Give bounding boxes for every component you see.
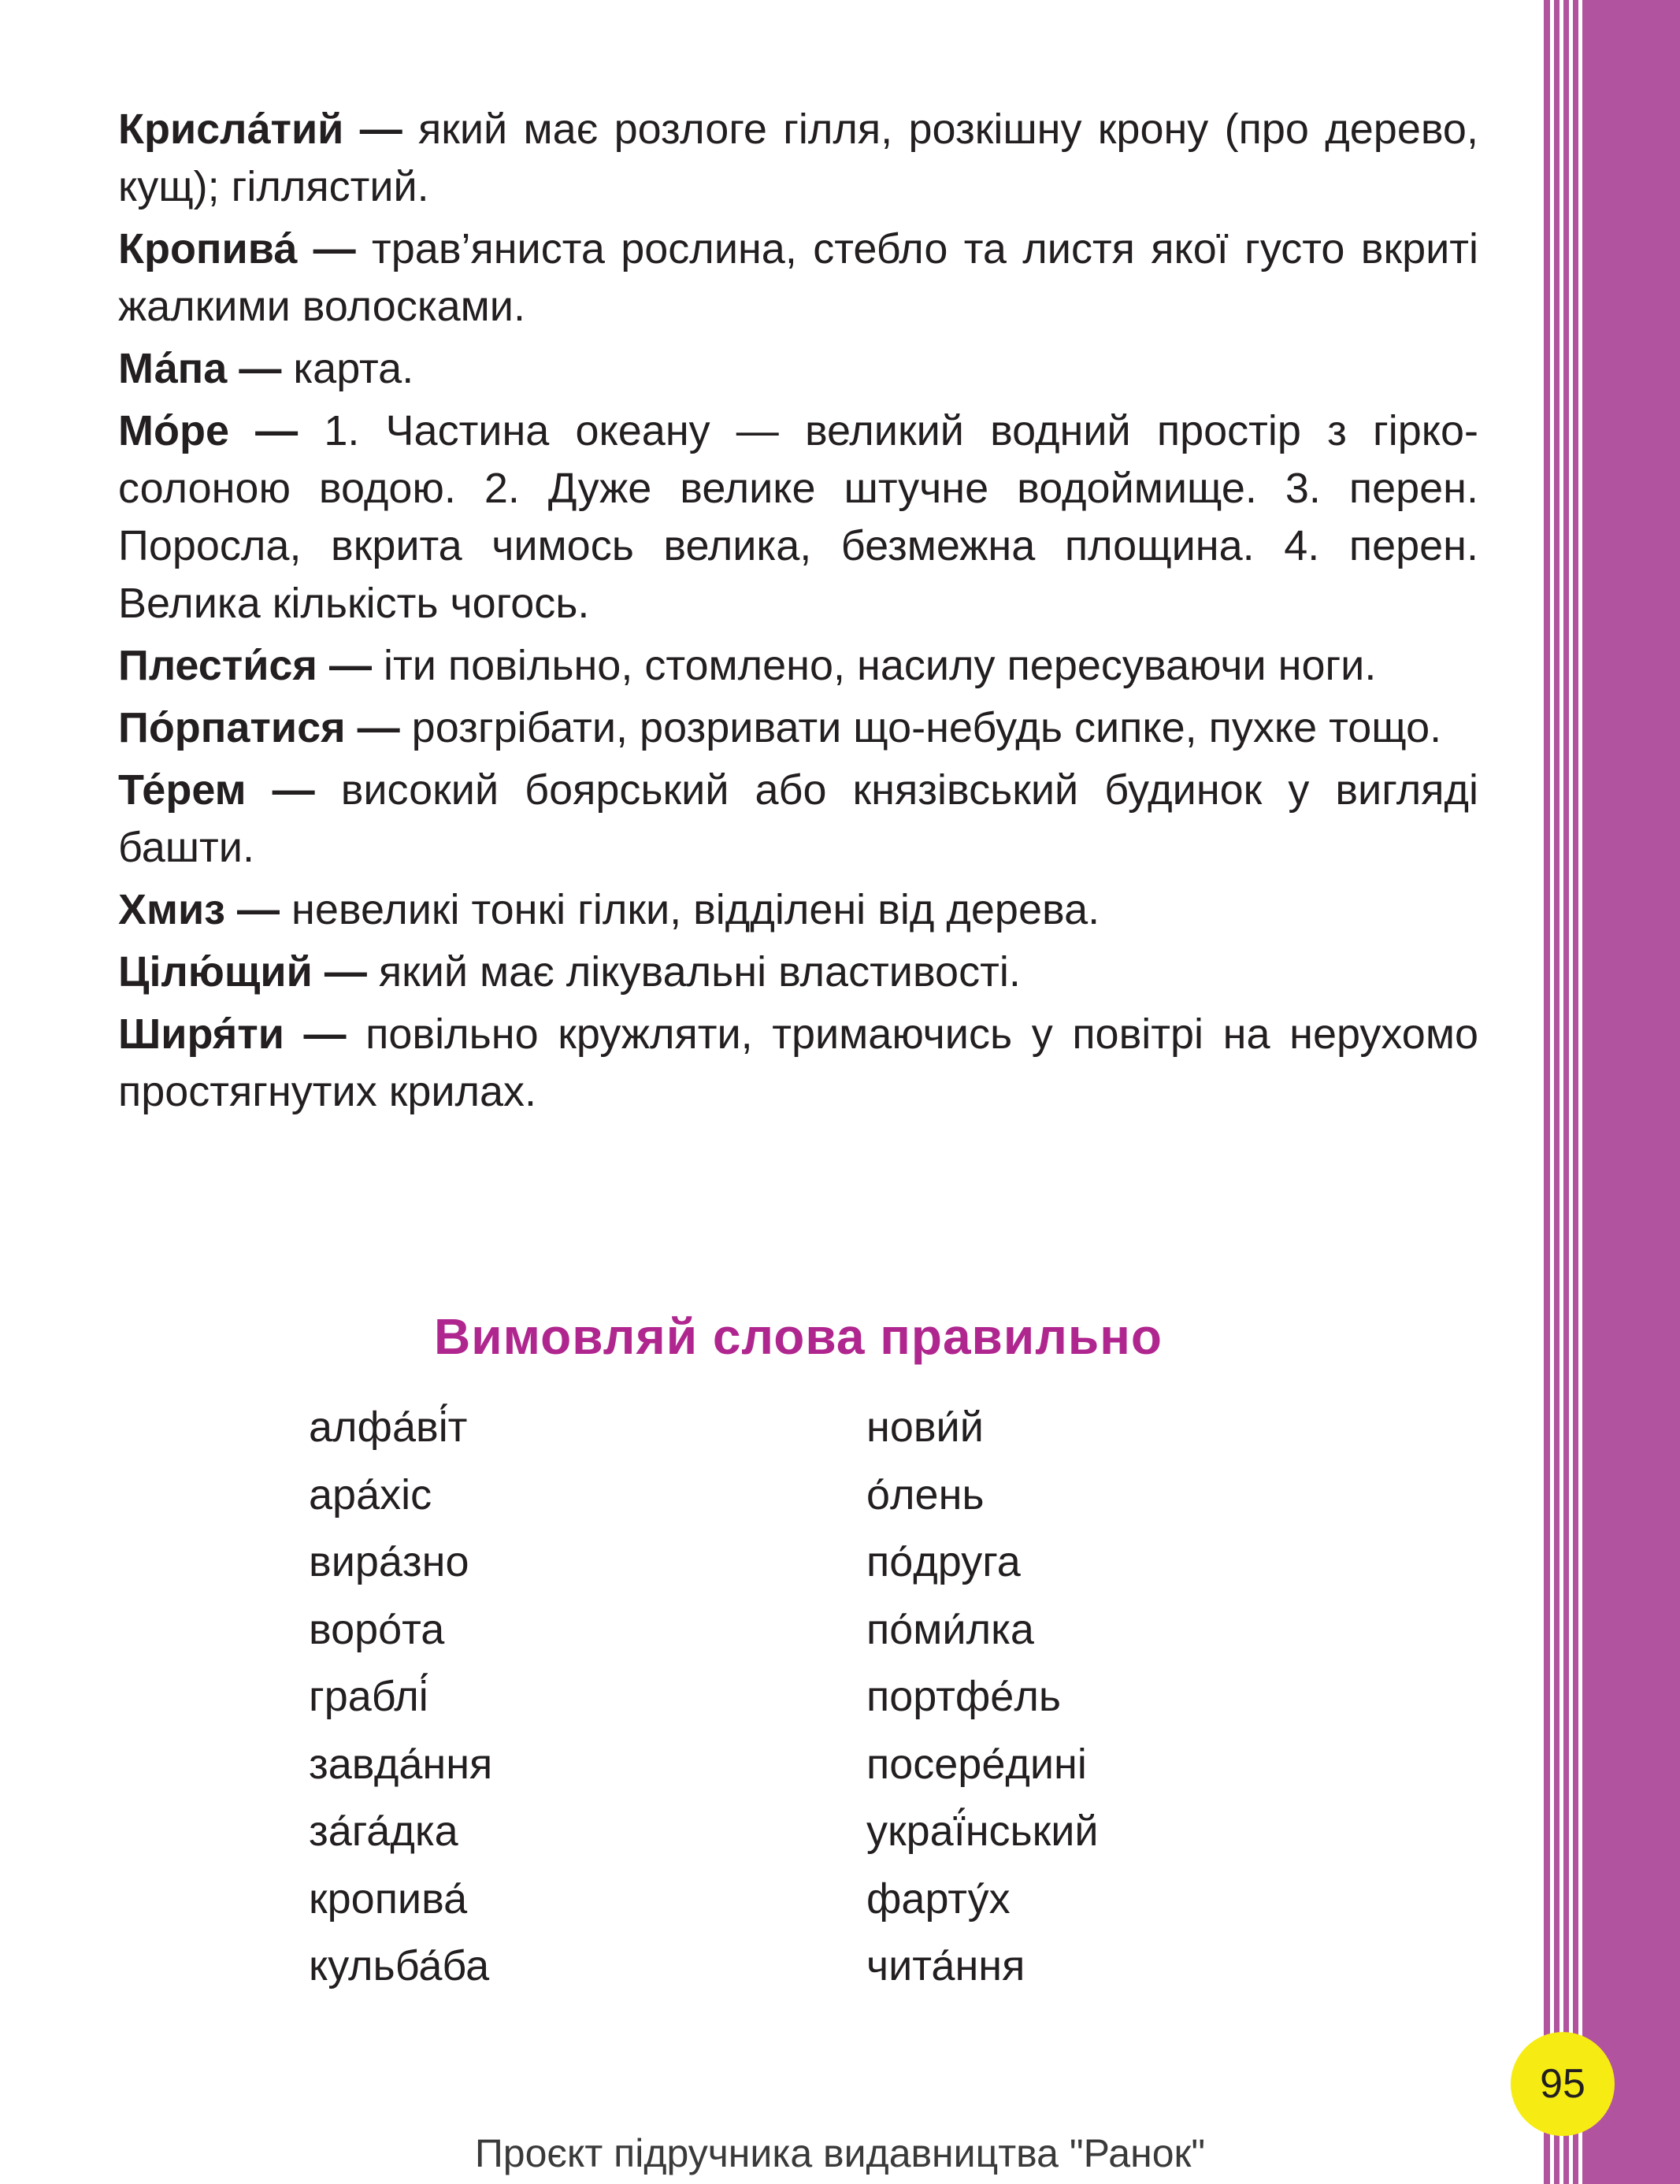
glossary-definition: повільно кружляти, тримаючись у повітрі на нерухомо простягнутих крилах. (118, 1010, 1478, 1115)
word: по́друга (866, 1538, 1021, 1585)
glossary-entry (118, 340, 1478, 398)
glossary-definition: трав’яниста рослина, стебло та листя якої густо вкриті жалкими волосками. (118, 225, 1479, 330)
side-stripe (1559, 0, 1563, 2184)
glossary-entry (118, 221, 1478, 336)
glossary-term: Плести́ся (118, 642, 317, 689)
glossary-entry (118, 1006, 1478, 1121)
word: воро́та (309, 1605, 445, 1653)
glossary-definition: високий боярський або князівський будинок у вигляді башти. (118, 766, 1478, 871)
word: нови́й (866, 1403, 984, 1451)
side-stripe (1569, 0, 1573, 2184)
dash: — (359, 106, 402, 153)
page-number-badge (1511, 2032, 1615, 2136)
glossary-term: Мо́ре (118, 407, 229, 454)
dash: — (324, 948, 367, 996)
dash: — (272, 766, 315, 814)
word: чита́ння (866, 1942, 1025, 1989)
word: граблі́ (309, 1673, 428, 1720)
glossary-definition: карта. (293, 345, 414, 392)
word: за́га́дка (309, 1808, 458, 1855)
word: алфа́ві́т (309, 1403, 468, 1451)
word-list-left (309, 1394, 492, 2000)
glossary-term: Ма́па (118, 345, 228, 392)
word: кропива́ (309, 1874, 468, 1923)
glossary-definition: який має розлоге гілля, розкішну крону (про дерево, кущ); гіллястий. (118, 106, 1478, 210)
dash: — (313, 225, 356, 273)
word: кульба́ба (309, 1942, 490, 1989)
glossary-entry (118, 402, 1478, 632)
side-stripe (1578, 0, 1582, 2184)
side-band (1544, 0, 1680, 2184)
glossary-term: Ширя́ти (118, 1010, 284, 1058)
glossary-term: Цілю́щий (118, 948, 313, 996)
page-number: 95 (1540, 2061, 1585, 2107)
glossary-entry (118, 699, 1478, 757)
dash: — (357, 704, 400, 751)
word: завда́ння (309, 1740, 493, 1788)
glossary-term: Хмиз (118, 886, 226, 933)
dash: — (303, 1010, 347, 1058)
glossary-definition: 1. Частина океану — великий водний простір з гірко-солоною водою. 2. Дуже велике штучне водоймище. 3. перен. Поросла, вкрита чимось велика, безмежна площина. 4. перен. Велика кількість чогось. (118, 407, 1478, 627)
dash: — (255, 407, 299, 454)
glossary-definition: який має лікувальні властивості. (378, 948, 1021, 996)
glossary-entry (118, 101, 1478, 216)
word: вира́зно (309, 1538, 469, 1585)
word: посере́дині (866, 1740, 1087, 1788)
glossary-definition: невеликі тонкі гілки, відділені від дерева. (291, 886, 1100, 933)
side-stripe (1550, 0, 1554, 2184)
glossary-term: По́рпатися (118, 704, 346, 751)
glossary-term: Крисла́тий (118, 106, 344, 153)
section-title: Вимовляй слова правильно (434, 1308, 1163, 1365)
dash: — (239, 345, 282, 392)
word: ара́хіс (309, 1470, 432, 1518)
word: о́лень (866, 1470, 985, 1518)
dash: — (237, 886, 280, 933)
glossary-definition: іти повільно, стомлено, насилу пересуваючи ноги. (383, 642, 1377, 689)
footer-note: Проєкт підручника видавництва "Ранок" (474, 2131, 1206, 2175)
glossary-entry (118, 637, 1478, 695)
glossary-entry (118, 881, 1478, 939)
word: украї́нський (866, 1808, 1099, 1855)
glossary-term: Кропива́ (118, 225, 298, 273)
glossary-definition: розгрібати, розривати що-небудь сипке, пухке тощо. (411, 704, 1442, 751)
glossary-term: Те́рем (118, 766, 247, 814)
glossary (118, 101, 1478, 1125)
word: фарту́х (866, 1874, 1011, 1923)
glossary-entry (118, 944, 1478, 1001)
word: по́ми́лка (866, 1605, 1034, 1653)
word: портфе́ль (866, 1673, 1061, 1720)
dash: — (328, 642, 372, 689)
glossary-entry (118, 762, 1478, 877)
word-list-right (866, 1394, 1099, 2000)
